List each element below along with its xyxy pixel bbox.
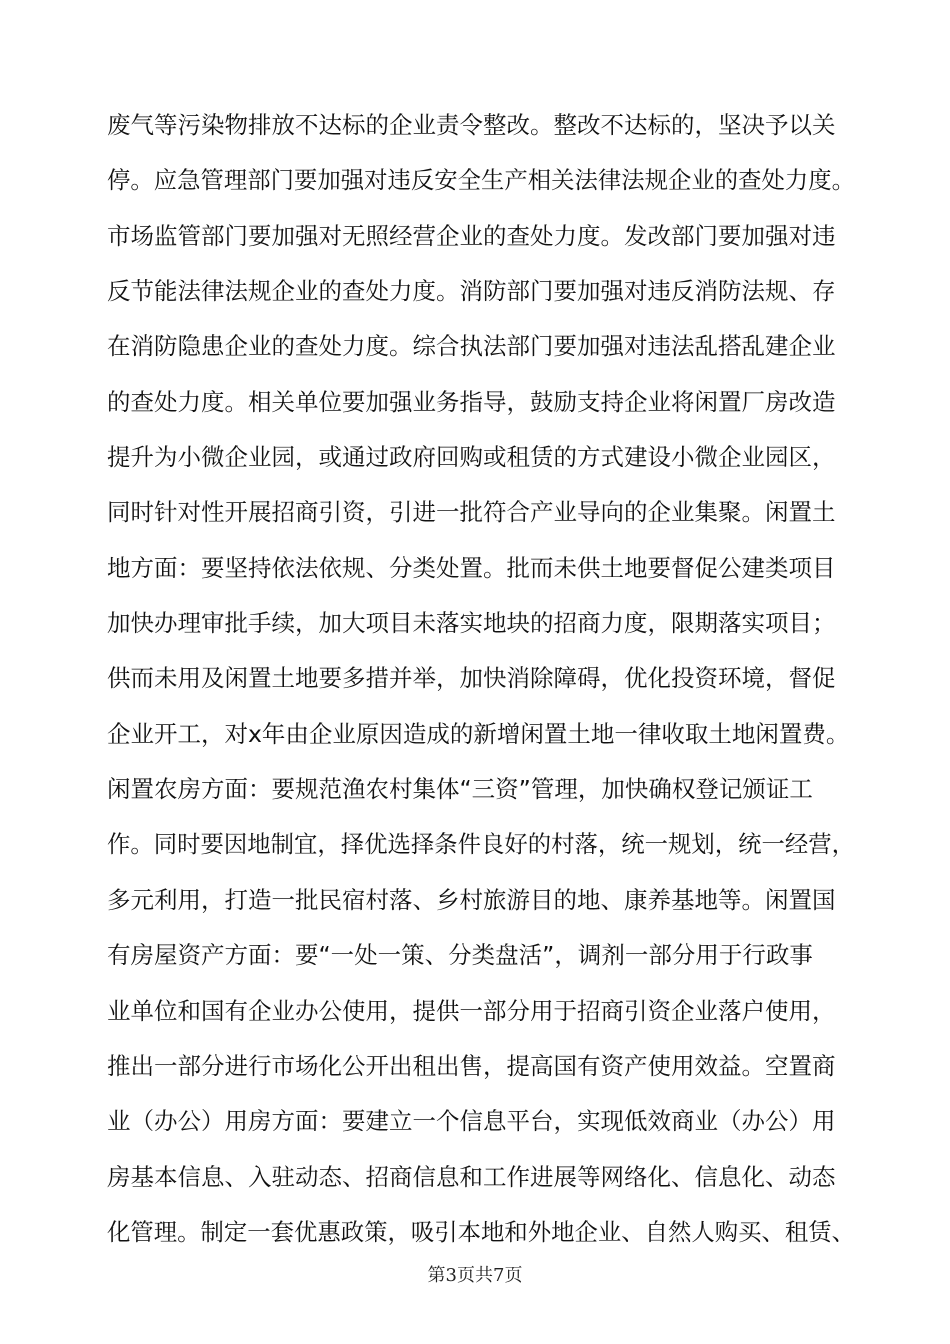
text-line: 多元利用，打造一批民宿村落、乡村旅游目的地、康养基地等。闲置国 [107, 885, 836, 914]
body-text [107, 110, 855, 1272]
text-line: 在消防隐患企业的查处力度。综合执法部门要加强对违法乱搭乱建企业 [107, 332, 836, 361]
text-line: 同时针对性开展招商引资，引进一批符合产业导向的企业集聚。闲置土 [107, 498, 836, 527]
text-line: 企业开工，对x年由企业原因造成的新增闲置土地一律收取土地闲置费。 [107, 719, 850, 748]
page-number-footer: 第3页共7页 [427, 1265, 523, 1286]
text-line: 有房屋资产方面：要“一处一策、分类盘活”，调剂一部分用于行政事 [107, 941, 813, 970]
text-line: 作。同时要因地制宜，择优选择条件良好的村落，统一规划，统一经营， [107, 830, 856, 859]
text-line: 闲置农房方面：要规范渔农村集体“三资”管理，加快确权登记颁证工 [107, 775, 813, 804]
text-line: 的查处力度。相关单位要加强业务指导，鼓励支持企业将闲置厂房改造 [107, 387, 836, 416]
text-line: 反节能法律法规企业的查处力度。消防部门要加强对违反消防法规、存 [107, 277, 836, 306]
text-line: 加快办理审批手续，加大项目未落实地块的招商力度，限期落实项目； [107, 609, 836, 638]
text-line: 废气等污染物排放不达标的企业责令整改。整改不达标的，坚决予以关 [107, 111, 836, 139]
text-line: 业单位和国有企业办公使用，提供一部分用于招商引资企业落户使用， [107, 996, 836, 1025]
text-line: 推出一部分进行市场化公开出租出售，提高国有资产使用效益。空置商 [107, 1051, 836, 1080]
text-line: 化管理。制定一套优惠政策，吸引本地和外地企业、自然人购买、租赁、 [107, 1217, 856, 1246]
text-line: 提升为小微企业园，或通过政府回购或租赁的方式建设小微企业园区， [107, 443, 836, 472]
text-line: 停。应急管理部门要加强对违反安全生产相关法律法规企业的查处力度。 [107, 166, 856, 195]
text-line: 地方面：要坚持依法依规、分类处置。批而未供土地要督促公建类项目 [107, 553, 836, 582]
text-line: 供而未用及闲置土地要多措并举，加快消除障碍，优化投资环境，督促 [107, 664, 836, 693]
text-line: 市场监管部门要加强对无照经营企业的查处力度。发改部门要加强对违 [107, 221, 836, 250]
text-line: 业（办公）用房方面：要建立一个信息平台，实现低效商业（办公）用 [107, 1107, 836, 1136]
text-line: 房基本信息、入驻动态、招商信息和工作进展等网络化、信息化、动态 [107, 1162, 836, 1191]
